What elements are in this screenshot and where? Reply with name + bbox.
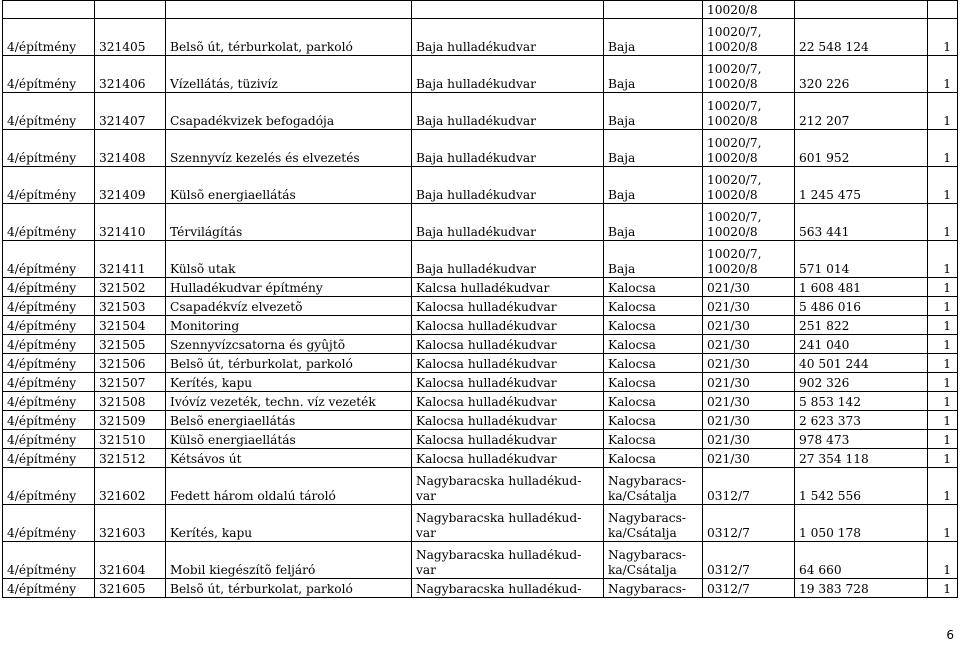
cell-site: Baja hulladékudvar [412,56,604,93]
cell-site: Kalocsa hulladékudvar [412,449,604,468]
table-row [3,373,958,392]
table-row [3,411,958,430]
cell-town [604,505,703,542]
cell-code: 021/30 [703,354,795,373]
cell-code-line2: 10020/8 [707,151,758,165]
cell-type: 4/építmény [3,468,95,505]
cell-town: Kalocsa [604,316,703,335]
table-row [3,56,958,93]
table-row [3,542,958,579]
cell-site-line2: var [416,526,436,540]
cell-site: Kalocsa hulladékudvar [412,392,604,411]
asset-table [2,0,958,598]
cell-town-line1: Nagybaracs- [608,474,686,488]
cell-site [412,468,604,505]
cell-town: Kalocsa [604,449,703,468]
cell-site [412,1,604,19]
cell-site: Nagybaracska hulladékud- [412,579,604,598]
table-row [3,297,958,316]
cell-code: 021/30 [703,392,795,411]
cell-type: 4/építmény [3,316,95,335]
cell-site: Baja hulladékudvar [412,241,604,278]
cell-site: Baja hulladékudvar [412,204,604,241]
cell-id: 321602 [95,468,166,505]
cell-qty: 1 [928,297,958,316]
cell-desc: Csapadékvizek befogadója [166,93,412,130]
cell-qty: 1 [928,505,958,542]
cell-town: Baja [604,93,703,130]
cell-value: 2 623 373 [795,411,928,430]
cell-desc: Csapadékvíz elvezetõ [166,297,412,316]
cell-id: 321507 [95,373,166,392]
cell-desc: Külsõ energiaellátás [166,430,412,449]
table-row [3,130,958,167]
cell-code [703,204,795,241]
cell-town [604,542,703,579]
cell-town [604,1,703,19]
cell-code-line1: 10020/7, [707,136,762,150]
table-row [3,468,958,505]
cell-id: 321605 [95,579,166,598]
cell-id: 321409 [95,167,166,204]
cell-code-line1: 10020/7, [707,25,762,39]
cell-code-line2: 10020/8 [707,225,758,239]
cell-site: Kalocsa hulladékudvar [412,354,604,373]
table-row [3,93,958,130]
cell-id: 321407 [95,93,166,130]
cell-value: 22 548 124 [795,19,928,56]
cell-town: Kalocsa [604,411,703,430]
cell-town [604,468,703,505]
cell-id: 321408 [95,130,166,167]
cell-town: Kalocsa [604,354,703,373]
cell-town: Baja [604,167,703,204]
cell-code-line1: 10020/7, [707,99,762,113]
cell-desc: Kerítés, kapu [166,505,412,542]
cell-qty: 1 [928,449,958,468]
cell-desc: Térvilágítás [166,204,412,241]
cell-id: 321405 [95,19,166,56]
cell-type: 4/építmény [3,579,95,598]
cell-value: 1 245 475 [795,167,928,204]
cell-town-line1: Nagybaracs- [608,511,686,525]
cell-code-line2: 10020/8 [707,40,758,54]
cell-code [703,56,795,93]
cell-desc: Belsõ út, térburkolat, parkoló [166,19,412,56]
cell-qty: 1 [928,278,958,297]
cell-code: 021/30 [703,316,795,335]
cell-id: 321509 [95,411,166,430]
cell-id: 321504 [95,316,166,335]
cell-code [703,241,795,278]
cell-code: 021/30 [703,278,795,297]
cell-code-line2: 10020/8 [707,77,758,91]
cell-desc: Külsõ utak [166,241,412,278]
cell-qty: 1 [928,241,958,278]
cell-qty: 1 [928,167,958,204]
cell-site [412,542,604,579]
cell-id: 321510 [95,430,166,449]
cell-town-line2: ka/Csátalja [608,563,677,577]
table-row [3,241,958,278]
cell-type: 4/építmény [3,241,95,278]
cell-code: 021/30 [703,297,795,316]
cell-site: Kalocsa hulladékudvar [412,297,604,316]
cell-code: 021/30 [703,373,795,392]
cell-type: 4/építmény [3,505,95,542]
cell-qty: 1 [928,93,958,130]
cell-town: Kalocsa [604,392,703,411]
page-number: 6 [946,628,954,642]
cell-value: 27 354 118 [795,449,928,468]
cell-value: 571 014 [795,241,928,278]
cell-type: 4/építmény [3,392,95,411]
cell-value: 5 853 142 [795,392,928,411]
cell-site-line1: Nagybaracska hulladékud- [416,474,582,488]
cell-town: Kalocsa [604,430,703,449]
cell-type: 4/építmény [3,93,95,130]
cell-code-line2: 10020/8 [707,114,758,128]
cell-code: 10020/8 [703,1,795,19]
asset-table-body [3,1,958,598]
table-row [3,316,958,335]
cell-id [95,1,166,19]
cell-site: Baja hulladékudvar [412,167,604,204]
cell-qty: 1 [928,19,958,56]
table-row [3,335,958,354]
cell-town: Baja [604,204,703,241]
cell-code [703,167,795,204]
table-row [3,392,958,411]
cell-id: 321502 [95,278,166,297]
cell-code: 0312/7 [703,468,795,505]
cell-town: Baja [604,19,703,56]
cell-site-line2: var [416,563,436,577]
cell-desc: Ivóvíz vezeték, techn. víz vezeték [166,392,412,411]
cell-qty: 1 [928,56,958,93]
cell-site: Kalocsa hulladékudvar [412,411,604,430]
cell-town: Kalocsa [604,373,703,392]
cell-id: 321410 [95,204,166,241]
cell-type [3,1,95,19]
table-row [3,449,958,468]
cell-desc: Belsõ út, térburkolat, parkoló [166,579,412,598]
cell-desc: Mobil kiegészítõ feljáró [166,542,412,579]
cell-town: Baja [604,130,703,167]
cell-desc: Belsõ út, térburkolat, parkoló [166,354,412,373]
cell-id: 321508 [95,392,166,411]
cell-value: 64 660 [795,542,928,579]
cell-code: 021/30 [703,335,795,354]
cell-type: 4/építmény [3,167,95,204]
cell-desc [166,1,412,19]
cell-site: Kalocsa hulladékudvar [412,430,604,449]
cell-code: 021/30 [703,449,795,468]
cell-code: 021/30 [703,430,795,449]
cell-desc: Szennyvíz kezelés és elvezetés [166,130,412,167]
cell-qty: 1 [928,354,958,373]
cell-id: 321406 [95,56,166,93]
cell-desc: Kerítés, kapu [166,373,412,392]
cell-town: Baja [604,241,703,278]
cell-site: Baja hulladékudvar [412,130,604,167]
cell-code: 0312/7 [703,542,795,579]
cell-desc: Kétsávos út [166,449,412,468]
cell-id: 321503 [95,297,166,316]
cell-town: Kalocsa [604,297,703,316]
table-row [3,167,958,204]
table-row [3,354,958,373]
cell-code-line1: 10020/7, [707,62,762,76]
cell-site [412,505,604,542]
table-row [3,579,958,598]
cell-code-line2: 10020/8 [707,262,758,276]
cell-code-line2: 10020/8 [707,188,758,202]
cell-code-line1: 10020/7, [707,210,762,224]
cell-town-line2: ka/Csátalja [608,526,677,540]
cell-id: 321603 [95,505,166,542]
cell-qty: 1 [928,579,958,598]
cell-code: 0312/7 [703,579,795,598]
cell-value: 251 822 [795,316,928,335]
cell-desc: Szennyvízcsatorna és gyûjtõ [166,335,412,354]
cell-value: 19 383 728 [795,579,928,598]
cell-code [703,19,795,56]
cell-code-line1: 10020/7, [707,173,762,187]
cell-type: 4/építmény [3,542,95,579]
cell-value: 241 040 [795,335,928,354]
table-row [3,19,958,56]
cell-code: 0312/7 [703,505,795,542]
cell-qty [928,1,958,19]
cell-type: 4/építmény [3,130,95,167]
cell-site-line2: var [416,489,436,503]
cell-site-line1: Nagybaracska hulladékud- [416,548,582,562]
cell-qty: 1 [928,130,958,167]
cell-code: 021/30 [703,411,795,430]
cell-value: 40 501 244 [795,354,928,373]
cell-site: Baja hulladékudvar [412,19,604,56]
cell-type: 4/építmény [3,373,95,392]
cell-desc: Belsõ energiaellátás [166,411,412,430]
cell-qty: 1 [928,373,958,392]
cell-site: Baja hulladékudvar [412,93,604,130]
cell-qty: 1 [928,392,958,411]
cell-value: 1 542 556 [795,468,928,505]
cell-type: 4/építmény [3,204,95,241]
cell-qty: 1 [928,468,958,505]
cell-id: 321604 [95,542,166,579]
cell-type: 4/építmény [3,354,95,373]
cell-qty: 1 [928,411,958,430]
cell-desc: Fedett három oldalú tároló [166,468,412,505]
cell-qty: 1 [928,204,958,241]
cell-town: Kalocsa [604,278,703,297]
cell-value: 902 326 [795,373,928,392]
cell-value: 563 441 [795,204,928,241]
cell-qty: 1 [928,335,958,354]
cell-desc: Hulladékudvar építmény [166,278,412,297]
cell-value: 601 952 [795,130,928,167]
cell-type: 4/építmény [3,278,95,297]
cell-type: 4/építmény [3,411,95,430]
cell-value: 320 226 [795,56,928,93]
cell-town-line2: ka/Csátalja [608,489,677,503]
cell-type: 4/építmény [3,335,95,354]
cell-code [703,130,795,167]
cell-type: 4/építmény [3,430,95,449]
cell-qty: 1 [928,542,958,579]
cell-type: 4/építmény [3,449,95,468]
table-row [3,204,958,241]
cell-code-line1: 10020/7, [707,247,762,261]
cell-site: Kalocsa hulladékudvar [412,373,604,392]
cell-id: 321505 [95,335,166,354]
cell-type: 4/építmény [3,297,95,316]
cell-qty: 1 [928,316,958,335]
cell-id: 321411 [95,241,166,278]
cell-value [795,1,928,19]
cell-value: 5 486 016 [795,297,928,316]
cell-qty: 1 [928,430,958,449]
cell-value: 978 473 [795,430,928,449]
cell-desc: Vízellátás, tüzivíz [166,56,412,93]
table-row [3,505,958,542]
cell-town-line1: Nagybaracs- [608,548,686,562]
cell-value: 1 608 481 [795,278,928,297]
cell-value: 212 207 [795,93,928,130]
table-row [3,278,958,297]
cell-value: 1 050 178 [795,505,928,542]
cell-desc: Külsõ energiaellátás [166,167,412,204]
cell-type: 4/építmény [3,56,95,93]
cell-desc: Monitoring [166,316,412,335]
cell-site-line1: Nagybaracska hulladékud- [416,511,582,525]
cell-code [703,93,795,130]
cell-type: 4/építmény [3,19,95,56]
cell-id: 321512 [95,449,166,468]
table-row [3,1,958,19]
cell-town: Nagybaracs- [604,579,703,598]
cell-site: Kalocsa hulladékudvar [412,335,604,354]
cell-site: Kalcsa hulladékudvar [412,278,604,297]
cell-town: Baja [604,56,703,93]
cell-site: Kalocsa hulladékudvar [412,316,604,335]
cell-town: Kalocsa [604,335,703,354]
table-row [3,430,958,449]
cell-id: 321506 [95,354,166,373]
